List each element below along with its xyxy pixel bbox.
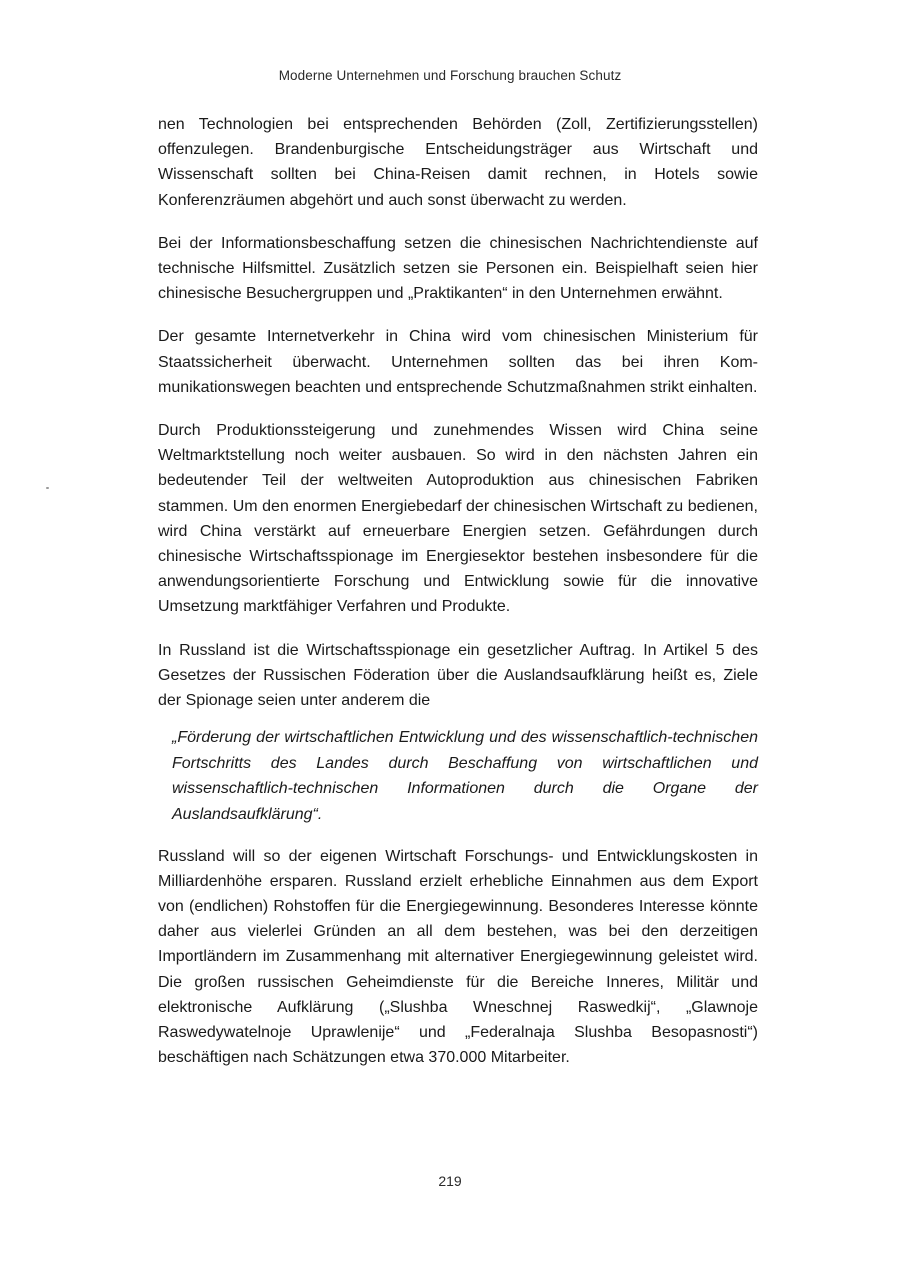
paragraph-1: nen Technologien bei entsprechenden Behörden (Zoll, Zertifizierungsstellen) offenzulegen. Brandenburgische Entscheidungsträger aus Wirtschaft und Wissenschaft sollten bei China-Reisen damit rechnen, in Hotels sowie Konferenzräumen abgehört und auch sonst überwacht zu werden. <box>158 116 758 209</box>
paragraph-4: Durch Produktionssteigerung und zunehmendes Wissen wird China seine Weltmarktstellung noch weiter ausbauen. So wird in den nächsten Jahren ein bedeutender Teil der weltweiten Autoproduktion aus chinesischen Fabriken stammen. Um den enormen Energiebedarf der chinesischen Wirtschaft zu bedienen, wird China verstärkt auf erneuerbare Energien setzen. Gefährdungen durch chinesische Wirtschaftsspionage im Energiesektor bestehen insbesondere für die anwendungsorientierte Forschung und Entwicklung sowie für die innovative Umsetzung marktfähiger Verfahren und Produkte. <box>158 422 758 616</box>
paragraph-6: Russland will so der eigenen Wirtschaft Forschungs- und Entwicklungskosten in Milliardenhöhe ersparen. Russland erzielt erhebliche Einnahmen aus dem Export von (endlichen) Rohstoffen für die Energiegewinnung. Besonderes Interesse könnte daher aus vielerlei Gründen an all dem bestehen, was bei den derzeitigen Importländern im Zusammenhang mit alternativer Energiegewinnung geleistet wird. Die großen russischen Geheimdienste für die Bereiche Inneres, Militär und elektronische Aufklärung („Slushba Wneschnej Raswedkij“, „Glawnoje Raswedywatelnoje Uprawlenije“ und „Federalnaja Slushba Besopasnosti“) beschäftigen nach Schätzungen etwa 370.000 Mitarbeiter. <box>158 847 758 1067</box>
block-quote: „Förderung der wirtschaftlichen Entwicklung und des wissenschaftlich-technischen Fortschritts des Landes durch Beschaffung von wirtschaftlichen und wissenschaftlich-technischen Informationen durch die Organe der Auslandsaufklärung“. <box>172 729 758 824</box>
page-number: 219 <box>438 1173 462 1189</box>
margin-mark <box>46 487 49 489</box>
paragraph-5: In Russland ist die Wirtschaftsspionage ein gesetzlicher Auftrag. In Artikel 5 des Gesetzes der Russischen Föderation über die Auslandsaufklärung heißt es, Ziele der Spionage seien unter anderem die <box>158 641 758 710</box>
running-header: Moderne Unternehmen und Forschung brauchen Schutz <box>278 68 622 83</box>
body-text <box>158 112 758 1088</box>
paragraph-3: Der gesamte Internetverkehr in China wird vom chinesischen Ministerium für Staatssicherheit überwacht. Unternehmen sollten das bei ihren Kommunikationswegen beachten und entsprechende Schutzmaßnahmen strikt einhalten. <box>158 328 758 396</box>
paragraph-2: Bei der Informationsbeschaffung setzen die chinesischen Nachrichtendienste auf technische Hilfsmittel. Zusätzlich setzen sie Personen ein. Beispielhaft seien hier chinesische Besuchergruppen und „Praktikanten“ in den Unternehmen erwähnt. <box>158 234 758 303</box>
